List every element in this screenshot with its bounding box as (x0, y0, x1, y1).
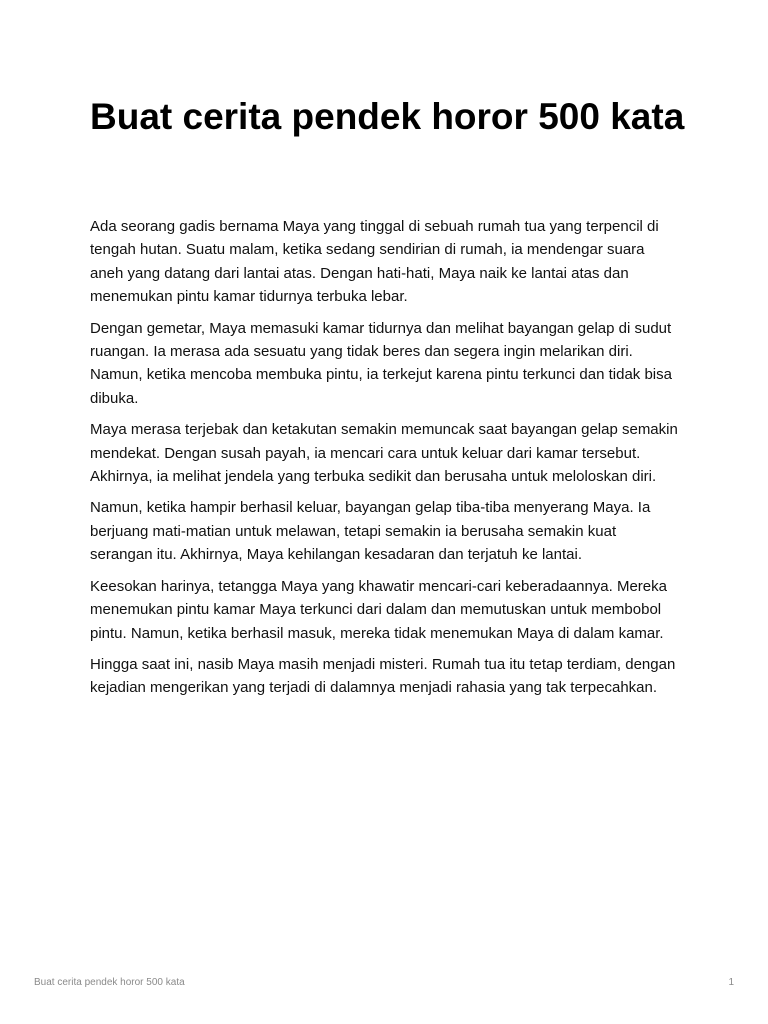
paragraph-5: Keesokan harinya, tetangga Maya yang khawatir mencari-cari keberadaannya. Mereka menemukan pintu kamar Maya terkunci dari dalam dan memutuskan untuk membobol pintu. Namun, ketika berhasil masuk, mereka tidak menemukan Maya di dalam kamar. (90, 577, 667, 642)
footer-title: Buat cerita pendek horor 500 kata (34, 977, 185, 988)
page-title: Buat cerita pendek horor 500 kata (90, 96, 685, 137)
paragraph-3: Maya merasa terjebak dan ketakutan semakin memuncak saat bayangan gelap semakin mendekat. Dengan susah payah, ia mencari cara untuk keluar dari kamar tersebut. Akhirnya, ia melihat jendela yang terbuka sedikit dan berusaha untuk meloloskan diri. (90, 421, 678, 486)
footer-page-number: 1 (728, 977, 734, 988)
paragraph-6: Hingga saat ini, nasib Maya masih menjadi misteri. Rumah tua itu tetap terdiam, dengan kejadian mengerikan yang terjadi di dalamnya menjadi rahasia yang tak terpecahkan. (90, 655, 676, 697)
paragraph-4: Namun, ketika hampir berhasil keluar, bayangan gelap tiba-tiba menyerang Maya. Ia berjuang mati-matian untuk melawan, tetapi semakin ia berusaha semakin kuat serangan itu. Akhirnya, Maya kehilangan kesadaran dan terjatuh ke lantai. (90, 499, 651, 564)
paragraph-2: Dengan gemetar, Maya memasuki kamar tidurnya dan melihat bayangan gelap di sudut ruangan. Ia merasa ada sesuatu yang tidak beres dan segera ingin melarikan diri. Namun, ketika mencoba membuka pintu, ia terkejut karena pintu terkunci dan tidak bisa dibuka. (90, 319, 672, 407)
paragraph-1: Ada seorang gadis bernama Maya yang tinggal di sebuah rumah tua yang terpencil di tengah hutan. Suatu malam, ketika sedang sendirian di rumah, ia mendengar suara aneh yang datang dari lantai atas. Dengan hati-hati, Maya naik ke lantai atas dan menemukan pintu kamar tidurnya terbuka lebar. (90, 218, 659, 306)
document-body (90, 215, 682, 708)
